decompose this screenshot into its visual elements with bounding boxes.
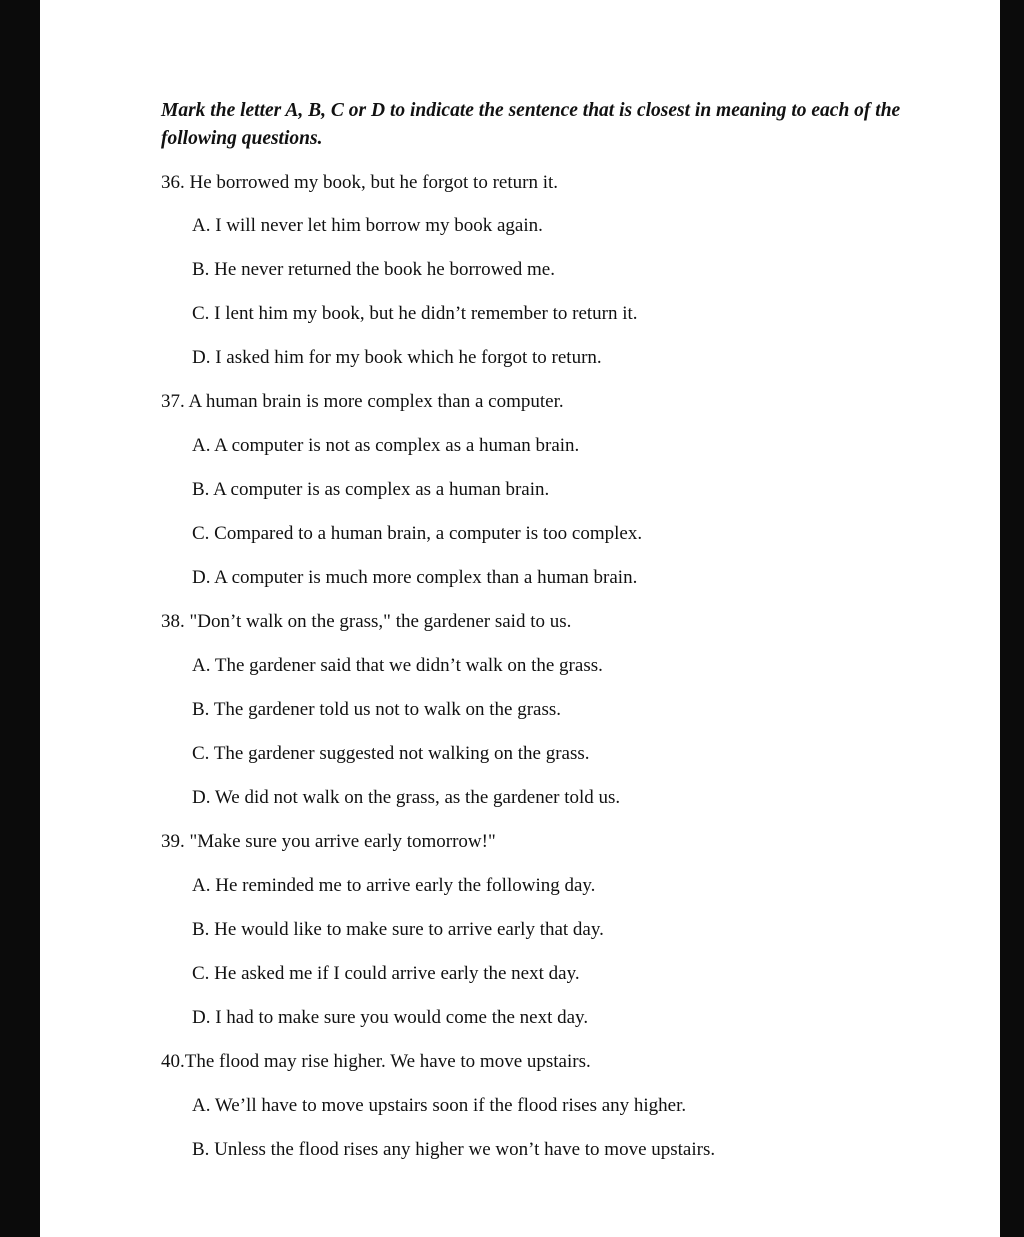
document-page (40, 0, 1000, 1237)
question-39-option-c: C. He asked me if I could arrive early the next day. (192, 963, 580, 984)
right-border (1000, 0, 1024, 1237)
instruction-text: Mark the letter A, B, C or D to indicate the sentence that is closest in meaning to each of the following questions. (161, 100, 901, 149)
question-37-option-d: D. A computer is much more complex than a human brain. (192, 567, 638, 588)
question-37-option-b: B. A computer is as complex as a human brain. (192, 479, 550, 500)
question-39-option-d: D. I had to make sure you would come the next day. (192, 1007, 589, 1028)
question-36-stem: 36. He borrowed my book, but he forgot to return it. (161, 172, 558, 193)
question-36-option-d: D. I asked him for my book which he forgot to return. (192, 347, 602, 368)
question-37-option-a: A. A computer is not as complex as a human brain. (192, 435, 580, 456)
question-40-stem: 40.The flood may rise higher. We have to move upstairs. (161, 1051, 591, 1072)
question-38-option-a: A. The gardener said that we didn’t walk on the grass. (192, 655, 603, 676)
question-37-stem: 37. A human brain is more complex than a computer. (161, 391, 564, 412)
question-38-option-c: C. The gardener suggested not walking on the grass. (192, 743, 590, 764)
question-36-option-a: A. I will never let him borrow my book again. (192, 215, 543, 236)
question-40-option-b: B. Unless the flood rises any higher we won’t have to move upstairs. (192, 1139, 716, 1160)
question-38-stem: 38. "Don’t walk on the grass," the gardener said to us. (161, 611, 572, 632)
question-36-option-c: C. I lent him my book, but he didn’t remember to return it. (192, 303, 638, 324)
question-39-option-a: A. He reminded me to arrive early the following day. (192, 875, 596, 896)
question-38-option-b: B. The gardener told us not to walk on the grass. (192, 699, 562, 720)
question-40-option-a: A. We’ll have to move upstairs soon if the flood rises any higher. (192, 1095, 687, 1116)
question-36-option-b: B. He never returned the book he borrowed me. (192, 259, 555, 280)
question-39-stem: 39. "Make sure you arrive early tomorrow!" (161, 831, 496, 852)
question-38-option-d: D. We did not walk on the grass, as the gardener told us. (192, 787, 621, 808)
question-37-option-c: C. Compared to a human brain, a computer is too complex. (192, 523, 643, 544)
question-39-option-b: B. He would like to make sure to arrive early that day. (192, 919, 604, 940)
